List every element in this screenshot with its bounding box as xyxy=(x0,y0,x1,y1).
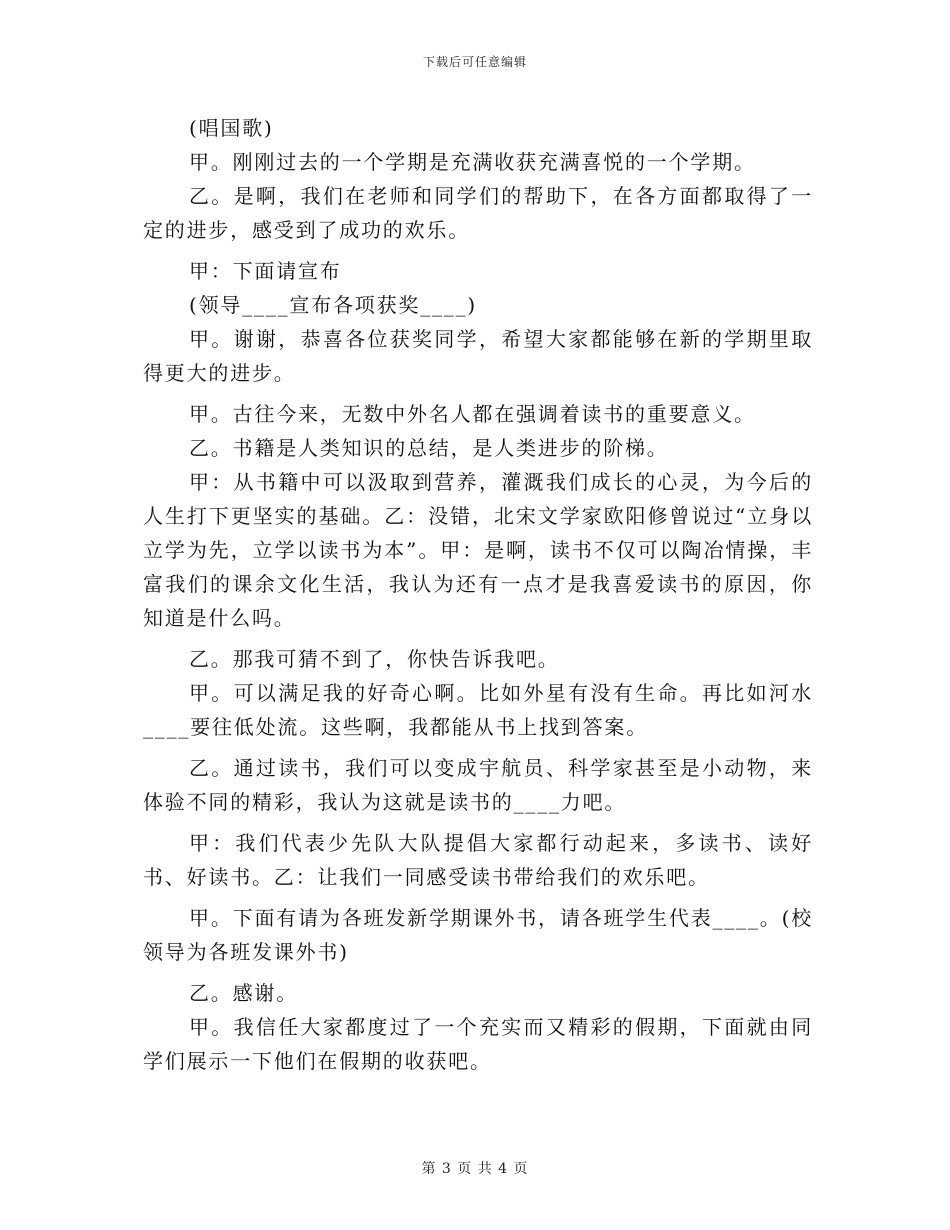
paragraph: 乙。感谢。 xyxy=(189,981,298,1005)
paragraph: 乙。是啊，我们在老师和同学们的帮助下，在各方面都取得了一定的进步，感受到了成功的欢乐。 xyxy=(143,184,813,242)
paragraph: 乙。书籍是人类知识的总结，是人类进步的阶梯。 xyxy=(189,436,669,460)
paragraph: 甲。我信任大家都度过了一个充实而又精彩的假期，下面就由同学们展示一下他们在假期的收获吧。 xyxy=(143,1015,813,1073)
paragraph: 甲。谢谢，恭喜各位获奖同学，希望大家都能够在新的学期里取得更大的进步。 xyxy=(143,327,813,385)
paragraph: 甲：我们代表少先队大队提倡大家都行动起来，多读书、读好书、好读书。乙：让我们一同感受读书带给我们的欢乐吧。 xyxy=(143,831,813,889)
paragraph: 甲。刚刚过去的一个学期是充满收获充满喜悦的一个学期。 xyxy=(189,150,756,174)
document-body xyxy=(143,111,813,1078)
paragraph: 甲：从书籍中可以汲取到营养，灌溉我们成长的心灵，为今后的人生打下更坚实的基础。乙：没错，北宋文学家欧阳修曾说过“立身以立学为先，立学以读书为本”。甲：是啊，读书不仅可以陶冶情操，丰富我们的课余文化生活，我认为还有一点才是我喜爱读书的原因，你知道是什么吗。 xyxy=(143,470,813,630)
paragraph: (领导____宣布各项获奖____) xyxy=(189,293,478,317)
paragraph: 乙。那我可猜不到了，你快告诉我吧。 xyxy=(189,647,560,671)
paragraph: 乙。通过读书，我们可以变成宇航员、科学家甚至是小动物，来体验不同的精彩，我认为这就是读书的____力吧。 xyxy=(143,756,813,814)
paragraph: 甲。下面有请为各班发新学期课外书，请各班学生代表____。(校领导为各班发课外书) xyxy=(143,906,813,964)
header-note: 下载后可任意编辑 xyxy=(422,55,527,69)
page-number-footer: 第 3 页 共 4 页 xyxy=(421,1161,529,1177)
paragraph: 甲。古往今来，无数中外名人都在强调着读书的重要意义。 xyxy=(189,402,756,426)
paragraph: 甲：下面请宣布 xyxy=(189,259,342,283)
paragraph: 甲。可以满足我的好奇心啊。比如外星有没有生命。再比如河水____要往低处流。这些啊，我都能从书上找到答案。 xyxy=(143,681,813,739)
paragraph: (唱国歌) xyxy=(189,116,274,140)
